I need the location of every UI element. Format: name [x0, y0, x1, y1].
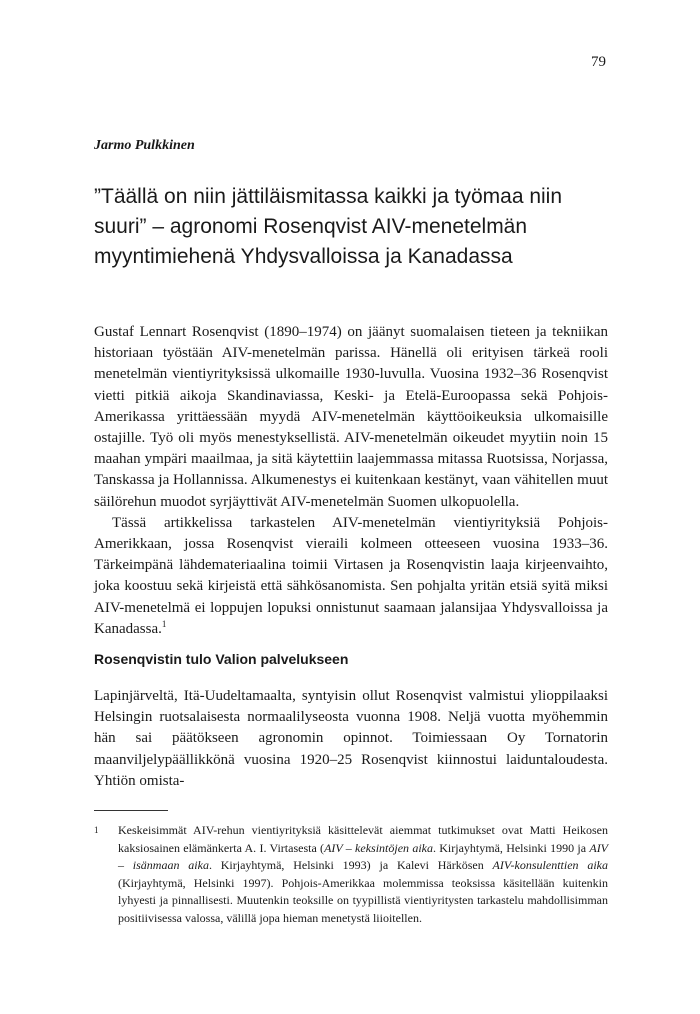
author-name: Jarmo Pulkkinen: [94, 138, 195, 153]
intro-paragraph-2-text: Tässä artikkelissa tarkastelen AIV-menetelmän vientiyrityksiä Pohjois-Amerikkaan, jossa Rosenqvist vieraili kolmeen otteeseen vuosina 1933–36. Tärkeimpänä lähdemateriaalina toimii Virtasen ja Rosenqvistin laaja kirjeenvaihto, joka koostuu sekä kirjeistä että sähkösanomista. Sen pohjalta yritän etsiä syitä miksi AIV-menetelmä ei loppujen lopuksi onnistunut saamaan jalansijaa Yhdysvalloissa ja Kanadassa.: [94, 514, 608, 637]
footnote-book-title-1: AIV – keksintöjen aika: [324, 840, 433, 855]
page-number: 79: [591, 54, 606, 70]
intro-section: [94, 322, 608, 640]
footnote-book-title-3: AIV-konsulenttien aika: [492, 858, 608, 873]
footnote-book-title-2: AIV – isänmaan aika: [118, 840, 609, 873]
footnote-marker: 1: [94, 825, 99, 835]
footnote-reference[interactable]: 1: [161, 618, 167, 629]
footnote-divider: [94, 810, 168, 811]
section-body: [94, 686, 608, 792]
intro-paragraph-1: Gustaf Lennart Rosenqvist (1890–1974) on jäänyt suomalaisen tieteen ja tekniikan historiaan työstään AIV-menetelmän parissa. Hänellä oli erityisen tärkeä rooli menetelmän vientiyrityksissä ulkomaille 1930-luvulla. Vuosina 1932–36 Rosenqvist vietti pitkiä aikoja Skandinaviassa, Keski- ja Etelä-Euroopassa sekä Pohjois-Amerikassa yrittäessään myydä AIV-menetelmän käyttöoikeuksia ulkomaisille ostajille. Työ oli myös menestyksellistä. AIV-menetelmän oikeudet myytiin noin 15 maahan ympäri maailmaa, ja sitä käytettiin laajemmassa mitassa Ruotsissa, Norjassa, Tanskassa ja Hollannissa. Alkumenestys ei kuitenkaan kestänyt, vaan vähitellen muut säilörehun muodot syrjäyttivät AIV-menetelmän Suomen ulkopuolella.: [94, 324, 608, 510]
footnote-text-part-2: . Kirjayhtymä, Helsinki 1990 ja: [432, 840, 590, 855]
intro-paragraph-2: [94, 513, 608, 640]
footnote-text-part-3: . Kirjayhtymä, Helsinki 1993) ja Kalevi Härkösen: [208, 858, 493, 873]
article-title: ”Täällä on niin jättiläismitassa kaikki ja työmaa niin suuri” – agronomi Rosenqvist AIV-menetelmän myyntimiehenä Yhdysvalloissa ja Kanadassa: [94, 185, 563, 268]
footnote-text-part-1: Keskeisimmät AIV-rehun vientiyrityksiä käsittelevät aiemmat tutkimukset ovat Matti Heikosen kaksiosainen elämänkerta A. I. Virtasesta (: [118, 823, 608, 855]
footnote-text-part-4: (Kirjayhtymä, Helsinki 1997). Pohjois-Amerikkaa molemmissa teoksissa käsitellään kuitenkin lyhyesti ja pinnallisesti. Muutenkin teoksille on tyypillistä vientiyritysten tarkastelu mahdollisimman positiivisessa valossa, välillä jopa hieman menetystä liioitellen.: [118, 875, 608, 925]
footnote: [94, 822, 608, 928]
section-paragraph: Lapinjärveltä, Itä-Uudeltamaalta, syntyisin ollut Rosenqvist valmistui ylioppilaaksi Helsingin ruotsalaisesta normaalilyseosta vuonna 1908. Neljä vuotta myöhemmin hän sai päätökseen agronomin opinnot. Toimiessaan Oy Tornatorin maanviljelypäällikkönä vuosina 1920–25 Rosenqvist kiinnostui laiduntaloudesta. Yhtiön omista-: [94, 688, 608, 789]
section-heading: Rosenqvistin tulo Valion palvelukseen: [94, 651, 349, 667]
footnote-text: [118, 822, 608, 928]
